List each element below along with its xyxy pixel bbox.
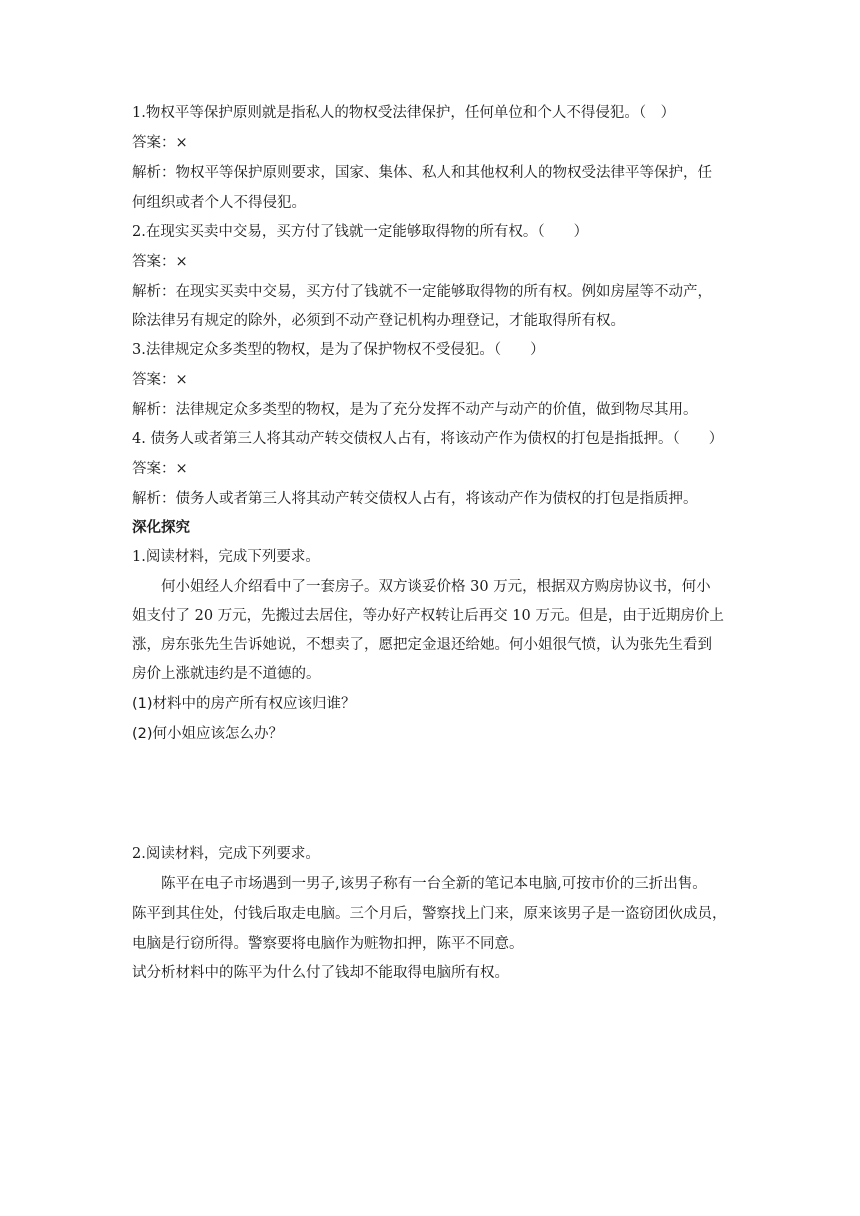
question-1-stem: 1.物权平等保护原则就是指私人的物权受法律保护，任何单位和个人不得侵犯。（ ） (132, 105, 676, 121)
question-1-analysis-line-1: 解析：物权平等保护原则要求，国家、集体、私人和其他权利人的物权受法律平等保护，任 (132, 165, 712, 181)
question-2-analysis-line-2: 除法律另有规定的除外，必须到不动产登记机构办理登记，才能取得所有权。 (132, 313, 625, 329)
question-1-analysis-line-2: 何组织或者个人不得侵犯。 (132, 195, 306, 211)
question-4-analysis-line-1: 解析：债务人或者第三人将其动产转交债权人占有，将该动产作为债权的打包是指质押。 (132, 491, 698, 507)
exercise-2-task: 试分析材料中的陈平为什么付了钱却不能取得电脑所有权。 (132, 965, 509, 981)
exercise-2-material-line-3: 电脑是行窃所得。警察要将电脑作为赃物扣押，陈平不同意。 (132, 936, 524, 952)
question-2-analysis-line-1: 解析：在现实买卖中交易，买方付了钱就不一定能够取得物的所有权。例如房屋等不动产， (132, 284, 712, 300)
exercise-1-material-line-2: 姐支付了 20 万元，先搬过去居住，等办好产权转让后再交 10 万元。但是，由于近期房价上 (132, 608, 724, 624)
question-4-answer: 答案：× (132, 461, 188, 477)
question-2-answer: 答案：× (132, 254, 188, 270)
question-4-stem: 4. 债务人或者第三人将其动产转交债权人占有，将该动产作为债权的打包是指抵押。（ ） (132, 431, 724, 447)
exercise-2-material-line-1: 陈平在电子市场遇到一男子,该男子称有一台全新的笔记本电脑,可按市价的三折出售。 (161, 876, 707, 892)
exercise-1-sub-question-1: (1)材料中的房产所有权应该归谁？ (132, 696, 356, 712)
question-1-answer: 答案：× (132, 135, 188, 151)
question-3-answer: 答案：× (132, 372, 188, 388)
exercise-1-material-line-3: 涨，房东张先生告诉她说，不想卖了，愿把定金退还给她。何小姐很气愤，认为张先生看到 (132, 637, 712, 653)
section-title: 深化探究 (132, 520, 190, 536)
exercise-1-prompt: 1.阅读材料，完成下列要求。 (132, 549, 320, 565)
exercise-2-material-line-2: 陈平到其住处，付钱后取走电脑。三个月后，警察找上门来，原来该男子是一盗窃团伙成员， (132, 906, 727, 922)
exercise-1-material-line-1: 何小姐经人介绍看中了一套房子。双方谈妥价格 30 万元，根据双方购房协议书，何小 (161, 579, 711, 595)
exercise-1-material-line-4: 房价上涨就违约是不道德的。 (132, 666, 321, 682)
question-2-stem: 2.在现实买卖中交易，买方付了钱就一定能够取得物的所有权。（ ） (132, 224, 589, 240)
question-3-stem: 3.法律规定众多类型的物权，是为了保护物权不受侵犯。（ ） (132, 342, 545, 358)
exercise-1-sub-question-2: (2)何小姐应该怎么办？ (132, 726, 284, 742)
exercise-2-prompt: 2.阅读材料，完成下列要求。 (132, 846, 320, 862)
question-3-analysis-line-1: 解析：法律规定众多类型的物权，是为了充分发挥不动产与动产的价值，做到物尽其用。 (132, 402, 698, 418)
